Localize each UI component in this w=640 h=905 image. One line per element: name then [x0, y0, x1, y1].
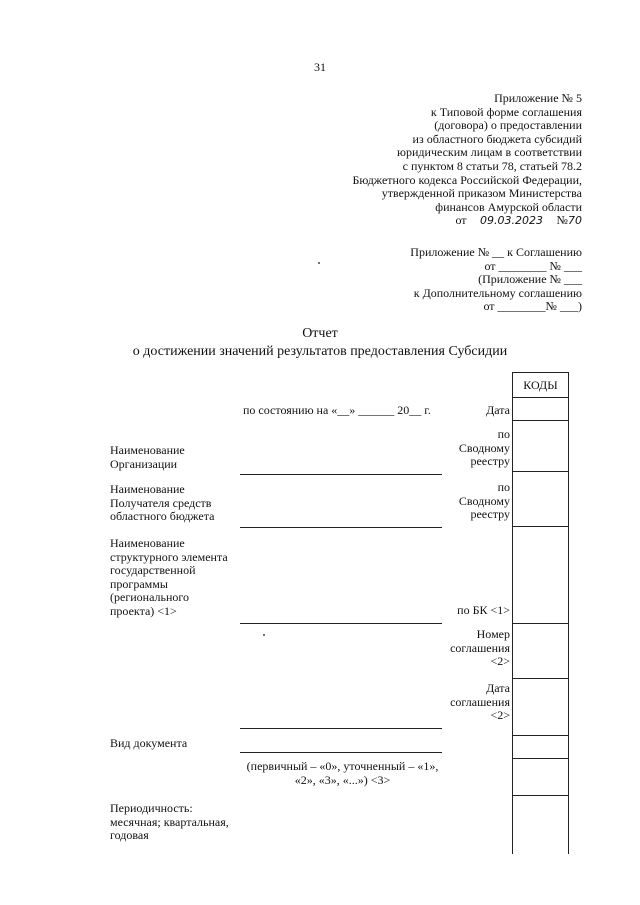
- registry-label-recipient: по Сводному реестру: [458, 480, 510, 522]
- agreement-line: от ________№ ___): [483, 299, 582, 314]
- recipient-name-label: Наименование Получателя средств областного бюджета: [110, 482, 215, 524]
- document-type-line[interactable]: [240, 752, 442, 753]
- code-cell-registry-recipient[interactable]: [513, 472, 569, 527]
- codes-header: КОДЫ: [513, 373, 569, 398]
- agreement-line: (Приложение № ___: [478, 272, 582, 287]
- appendix-line: утвержденной приказом Министерства: [381, 186, 582, 201]
- registry-label-org: по Сводному реестру: [458, 427, 510, 469]
- appendix-line: юридическим лицам в соответствии: [397, 145, 582, 160]
- organization-name-line[interactable]: [240, 474, 442, 475]
- recipient-name-line[interactable]: [240, 527, 442, 528]
- agreement-line: Приложение № __ к Соглашению: [410, 245, 582, 259]
- code-cell-blank[interactable]: [513, 759, 569, 796]
- document-type-label: Вид документа: [110, 736, 188, 750]
- appendix-line: к Типовой форме соглашения: [430, 104, 582, 119]
- periodicity-label: Периодичность: месячная; квартальная, годовая: [110, 801, 229, 843]
- handwritten-date: 09.03.2023: [480, 214, 544, 228]
- handwritten-number: 70: [568, 214, 582, 228]
- agreement-line: от ________ № ___: [484, 258, 582, 273]
- date-label: Дата: [486, 403, 510, 417]
- structural-element-line[interactable]: [240, 623, 442, 624]
- agreement-number-label: Номер соглашения <2>: [450, 627, 510, 669]
- document-type-hint: (первичный – «0», уточненный – «1», «2», «3», «...») <3>: [246, 759, 439, 787]
- appendix-line: финансов Амурской области: [435, 199, 582, 214]
- bk-label: по БК <1>: [457, 603, 510, 617]
- code-cell-doc-type[interactable]: [513, 736, 569, 759]
- structural-element-label: Наименование структурного элемента государственной программы (регионального проекта) <1>: [110, 536, 228, 618]
- appendix-header: [250, 92, 582, 228]
- codes-table: [512, 372, 569, 854]
- number-prefix: №: [556, 213, 568, 228]
- organization-name-label: Наименование Организации: [110, 443, 185, 471]
- agreement-reference: [300, 246, 582, 314]
- appendix-line: из областного бюджета субсидий: [412, 131, 582, 146]
- agreement-line: к Дополнительному соглашению: [413, 285, 582, 300]
- page-number: 31: [314, 60, 326, 74]
- blank-line[interactable]: [240, 728, 442, 729]
- scan-speck: [263, 634, 265, 636]
- appendix-date-line: [250, 214, 582, 228]
- code-cell-date[interactable]: [513, 398, 569, 421]
- appendix-line: Бюджетного кодекса Российской Федерации,: [352, 172, 582, 187]
- report-title: Отчет: [302, 326, 338, 341]
- as-of-date-field[interactable]: по состоянию на «__» ______ 20__ г.: [243, 403, 431, 417]
- date-prefix: от: [455, 213, 467, 228]
- code-cell-registry-org[interactable]: [513, 421, 569, 472]
- report-subtitle: о достижении значений результатов предоставления Субсидии: [132, 344, 508, 359]
- code-cell-bk[interactable]: [513, 527, 569, 624]
- appendix-line: с пунктом 8 статьи 78, статьей 78.2: [402, 158, 582, 173]
- code-cell-agreement-number[interactable]: [513, 624, 569, 679]
- scan-speck: [318, 262, 320, 264]
- appendix-line: Приложение № 5: [494, 91, 582, 105]
- code-cell-periodicity[interactable]: [513, 796, 569, 855]
- agreement-date-label: Дата соглашения <2>: [450, 681, 510, 723]
- code-cell-agreement-date[interactable]: [513, 679, 569, 736]
- appendix-line: (договора) о предоставлении: [434, 118, 582, 133]
